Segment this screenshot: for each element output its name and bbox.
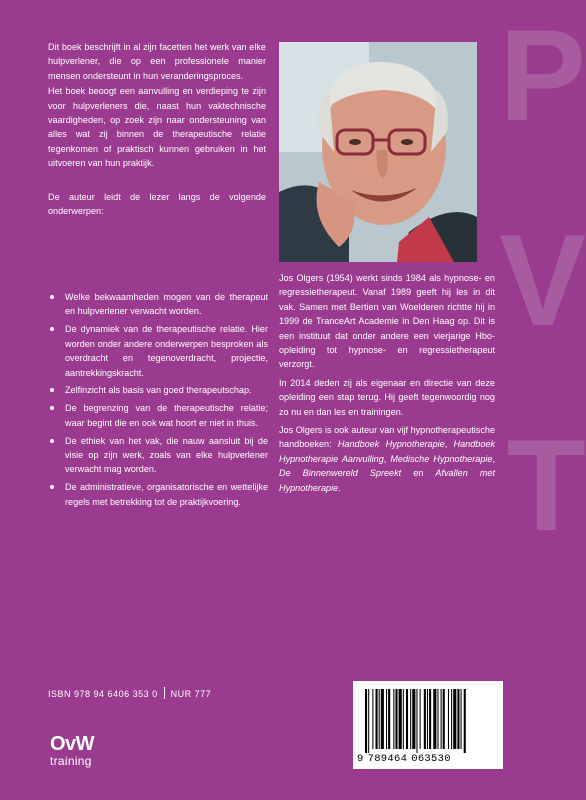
barcode-first-digit: 9 — [357, 753, 364, 765]
isbn-line — [48, 687, 211, 699]
topic-item: De administratieve, organisatorische en wettelijke regels met betrekking tot de praktijkvoering. — [48, 480, 268, 509]
publisher-logo — [50, 734, 110, 768]
barcode-bar — [406, 689, 408, 749]
barcode-bar — [433, 689, 436, 749]
intro-text — [48, 40, 266, 218]
barcode-bar — [403, 689, 404, 749]
barcode-bar — [453, 689, 456, 749]
barcode-bar — [365, 689, 367, 753]
topics-list — [48, 290, 268, 513]
nur-number: 777 — [194, 689, 212, 699]
barcode-bar — [427, 689, 428, 749]
bio-paragraph: In 2014 deden zij als eigenaar en directie van deze opleiding een stap terug. Hij geeft tegenwoordig nog zo nu en dan les en trainingen. — [279, 377, 495, 417]
barcode-bar — [395, 689, 397, 749]
logo-subtitle: training — [50, 754, 92, 768]
nur-label: NUR — [170, 689, 192, 699]
intro-paragraph: Het boek beoogt een aanvulling en verdieping te zijn voor hulpverleners die, naast hun vaktechnische vaardigheden, op zoek zijn naar ondersteuning van alles wat zij binnen de therapeutische relatie tegenkomen of praktisch kunnen gebruiken in het uitvoeren van hun praktijk. — [48, 86, 266, 169]
barcode-bar — [429, 689, 431, 749]
book-title: Medische Hypnotherapie — [390, 453, 493, 464]
barcode-bar — [443, 689, 445, 749]
isbn-label: ISBN — [48, 689, 72, 699]
divider — [164, 687, 165, 699]
barcode-bar — [388, 689, 390, 749]
barcode-icon — [363, 689, 493, 749]
barcode-bar — [379, 689, 380, 749]
isbn-number: 978 94 6406 353 0 — [74, 689, 158, 699]
barcode-bar — [372, 689, 373, 749]
watermark-letter: T — [506, 412, 586, 558]
book-title: Handboek Hypnotherapie — [337, 439, 445, 450]
barcode-group: 063530 — [411, 753, 451, 765]
barcode-bar — [381, 689, 384, 749]
barcode-bar — [461, 689, 462, 749]
author-bio — [279, 271, 495, 499]
topic-item: Zelfinzicht als basis van goed therapeutschap. — [48, 383, 268, 397]
barcode-bar — [437, 689, 438, 749]
barcode-bar — [457, 689, 459, 749]
barcode-bar — [420, 689, 421, 749]
topic-item: De ethiek van het vak, die nauw aansluit bij de visie op zijn werk, zoals van elke hulpverlener verwacht mag worden. — [48, 434, 268, 477]
barcode-digits — [357, 753, 499, 765]
barcode-bar — [424, 689, 426, 749]
barcode-bar — [368, 689, 369, 753]
barcode-bar — [464, 689, 466, 753]
topic-item: De dynamiek van de therapeutische relatie. Hier worden onder andere onderwerpen besproken als overdracht en tegenoverdracht, projectie, aantrekkingskracht. — [48, 322, 268, 380]
book-title: De Binnenwereld Spreekt — [279, 468, 402, 479]
barcode-bar — [393, 689, 394, 749]
author-portrait-icon — [279, 42, 477, 262]
topics-lead: De auteur leidt de lezer langs de volgende onderwerpen: — [48, 191, 266, 217]
barcode-bar — [451, 689, 452, 749]
logo-mark: OvW — [50, 733, 95, 755]
watermark-letter: P — [499, 2, 586, 148]
topic-item: Welke bekwaamheden mogen van de therapeut en hulpverlener verwacht worden. — [48, 290, 268, 319]
bio-paragraph: Jos Olgers (1954) werkt sinds 1984 als hypnose- en regressietherapeut. Vanaf 1989 geeft hij les in dit vak. Samen met Bertien van Woelderen richtte hij in 1999 de TranceArt Academie in Den Haag op. Dit is een instituut dat onder andere een vierjarige Hbo-opleiding tot hypnose- en regressietherapeut verzorgt. — [279, 273, 495, 370]
watermark-letter: V — [499, 207, 586, 353]
barcode-group: 789464 — [367, 753, 408, 765]
barcode-bar — [386, 689, 387, 749]
barcode-bar — [441, 689, 442, 749]
intro-paragraph: Dit boek beschrijft in al zijn facetten het werk van elke hulpverlener, die op een professionele manier mensen ondersteunt in hun veranderingsproces. — [48, 42, 266, 81]
barcode-bar — [376, 689, 378, 749]
book-title: Handboek Hypnotherapie Aanvulling — [279, 439, 495, 464]
barcode-bar — [410, 689, 411, 749]
book-title: Afvallen met Hypnotherapie — [279, 468, 495, 493]
barcode-bar — [412, 689, 415, 749]
barcode-bar — [399, 689, 402, 749]
barcode-bar — [448, 689, 449, 749]
barcode-panel — [353, 681, 503, 769]
topic-item: De begrenzing van de therapeutische relatie; waar begint die en ook wat hoort er niet in thuis. — [48, 401, 268, 430]
bio-paragraph: Jos Olgers is ook auteur van vijf hypnotherapeutische handboeken: Handboek Hypnotherapie, Handboek Hypnotherapie Aanvulling, Medische Hypnotherapie, De Binnenwereld Spreekt en Afvallen met Hypnotherapie. — [279, 425, 495, 493]
barcode-bar — [416, 689, 417, 753]
